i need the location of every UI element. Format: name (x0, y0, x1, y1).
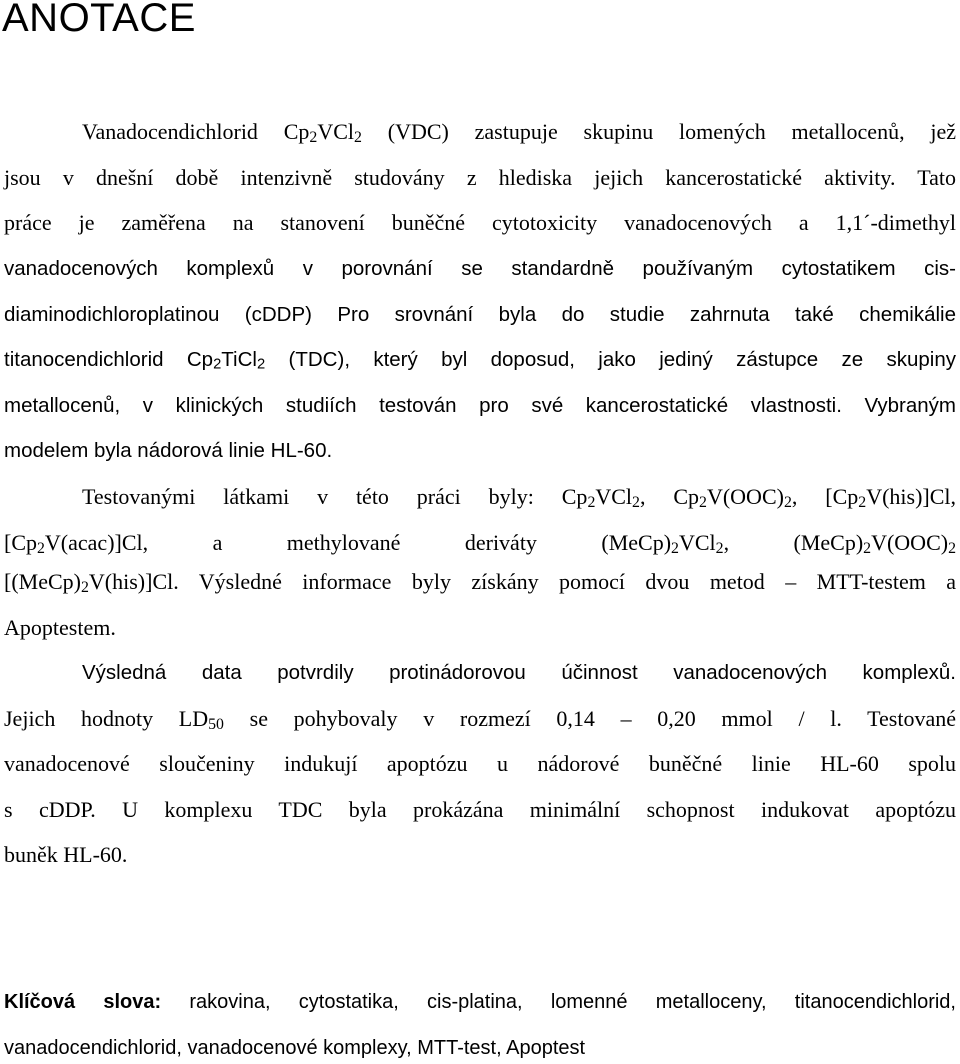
subscript: 2 (699, 493, 707, 511)
paragraph-3-line-3: vanadocenové sloučeniny indukují apoptózu u nádorové buněčné linie HL-60 spolu (4, 751, 956, 776)
text-run: Vanadocendichlorid Cp (82, 119, 310, 144)
paragraph-2-line-3 (4, 568, 956, 596)
text-run: [Cp (4, 530, 37, 555)
text-run: (VDC) zastupuje skupinu lomených metallocenů, jež (361, 119, 957, 144)
paragraph-3-line-1: Výsledná data potvrdily protinádorovou účinnost vanadocenových komplexů. (82, 661, 956, 684)
paragraph-1-line-1 (82, 118, 956, 146)
text-run: titanocendichlorid Cp (4, 348, 214, 371)
paragraph-2-line-4: Apoptestem. (4, 615, 116, 640)
subscript: 2 (256, 356, 266, 373)
paragraph-1-line-5: diaminodichloroplatinou (cDDP) Pro srovnání byla do studie zahrnuta také chemikálie (4, 303, 956, 326)
text-run: Jejich hodnoty LD (4, 706, 209, 731)
subscript: 2 (948, 539, 956, 557)
subscript: 2 (37, 539, 45, 557)
text-run: V(his)]Cl, (866, 484, 957, 509)
text-run: , Cp (639, 484, 700, 509)
text-run: Testovanými látkami v této práci byly: Cp (82, 484, 588, 509)
text-run: V(his)]Cl. Výsledné informace byly získány pomocí dvou metod – MTT-testem a (88, 569, 956, 594)
paragraph-3-line-5: buněk HL-60. (4, 842, 128, 867)
paragraph-2-line-1 (82, 483, 956, 511)
text-run: , (MeCp) (723, 530, 864, 555)
text-run: VCl (595, 484, 633, 509)
paragraph-1-line-3: práce je zaměřena na stanovení buněčné cytotoxicity vanadocenových a 1,1´-dimethyl (4, 210, 956, 235)
keywords-label: Klíčová slova: (4, 991, 162, 1013)
keywords-text: rakovina, cytostatika, cis-platina, lomenné metalloceny, titanocendichlorid, (161, 991, 956, 1013)
text-run: , [Cp (791, 484, 859, 509)
subscript: 2 (80, 578, 89, 596)
text-run: V(OOC) (871, 530, 949, 555)
text-run: VCl (678, 530, 716, 555)
paragraph-2-line-2 (4, 529, 956, 557)
paragraph-1-line-6 (4, 346, 956, 374)
subscript: 2 (354, 128, 362, 146)
text-run: V(acac)]Cl, a methylované deriváty (MeCp) (44, 530, 672, 555)
text-run: TiCl (221, 348, 257, 371)
page-title: ANOTACE (2, 0, 196, 40)
subscript: 2 (863, 539, 872, 557)
paragraph-1-line-8: modelem byla nádorová linie HL-60. (4, 439, 333, 462)
subscript: 2 (715, 539, 724, 557)
paragraph-3-line-4: s cDDP. U komplexu TDC byla prokázána minimální schopnost indukovat apoptózu (4, 797, 956, 822)
text-run: (TDC), který byl doposud, jako jediný zástupce ze skupiny (265, 348, 956, 371)
keywords-line-2: vanadocendichlorid, vanadocenové komplexy, MTT-test, Apoptest (4, 1037, 586, 1059)
text-run: VCl (317, 119, 355, 144)
subscript: 2 (213, 356, 222, 373)
text-run: [(MeCp) (4, 569, 81, 594)
text-run: V(OOC) (706, 484, 784, 509)
subscript: 2 (632, 493, 640, 511)
subscript: 2 (309, 128, 318, 146)
keywords-line-1 (4, 988, 956, 1016)
paragraph-1-line-4: vanadocenových komplexů v porovnání se standardně používaným cytostatikem cis- (4, 257, 956, 280)
paragraph-1-line-2: jsou v dnešní době intenzivně studovány z hlediska jejich kancerostatické aktivity. Tato (4, 165, 956, 190)
text-run: se pohybovaly v rozmezí 0,14 – 0,20 mmol / l. Testované (223, 706, 956, 731)
subscript: 2 (783, 493, 792, 511)
subscript: 2 (671, 539, 679, 557)
paragraph-3-line-2 (4, 705, 956, 733)
paragraph-1-line-7: metallocenů, v klinických studiích testován pro své kancerostatické vlastnosti. Vybraným (4, 394, 956, 417)
subscript: 2 (858, 493, 867, 511)
subscript: 50 (208, 715, 224, 733)
subscript: 2 (587, 493, 596, 511)
